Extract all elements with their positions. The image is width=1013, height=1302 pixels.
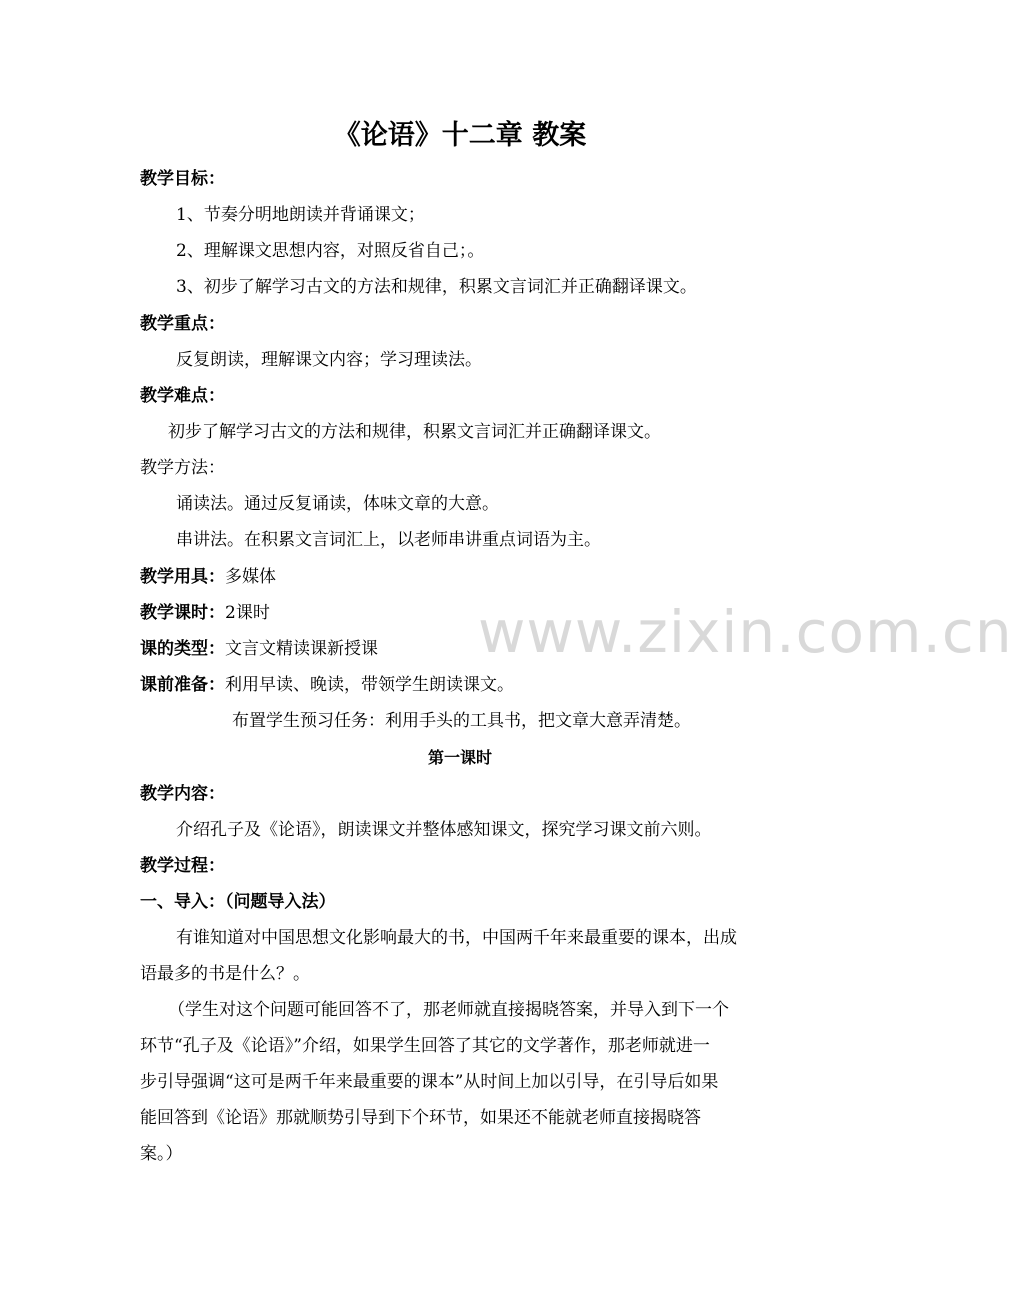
key-points-text: 反复朗读，理解课文内容；学习理读法。	[176, 350, 482, 370]
objective-item: 3、初步了解学习古文的方法和规律，积累文言词汇并正确翻译课文。	[176, 277, 697, 297]
type-value: 文言文精读课新授课	[225, 639, 378, 659]
type-label: 课的类型：	[140, 639, 225, 659]
method-item: 串讲法。在积累文言词汇上，以老师串讲重点词语为主。	[176, 530, 601, 550]
paragraph-line: 语最多的书是什么？。	[140, 964, 310, 984]
note-line: 能回答到《论语》那就顺势引导到下个环节，如果还不能就老师直接揭晓答	[140, 1108, 701, 1128]
step1-heading: 一、导入：（问题导入法）	[140, 892, 336, 912]
process-heading: 教学过程：	[140, 856, 225, 876]
objectives-heading: 教学目标：	[140, 169, 225, 189]
prep-label: 课前准备：	[140, 675, 225, 695]
document-title: 《论语》十二章 教案	[333, 120, 587, 151]
watermark: www.zixin.com.cn	[478, 598, 1013, 666]
prep-row	[140, 674, 514, 696]
note-line: 步引导强调“这可是两千年来最重要的课本”从时间上加以引导，在引导后如果	[140, 1072, 719, 1092]
content-heading: 教学内容：	[140, 784, 225, 804]
lesson-heading: 第一课时	[427, 748, 492, 767]
content-text: 介绍孔子及《论语》，朗读课文并整体感知课文，探究学习课文前六则。	[176, 820, 712, 840]
objective-item: 2、理解课文思想内容，对照反省自己；。	[176, 241, 485, 261]
prep-value: 利用早读、晚读，带领学生朗读课文。	[225, 675, 514, 695]
tools-row	[140, 566, 276, 588]
objective-item: 1、节奏分明地朗读并背诵课文；	[176, 205, 425, 225]
method-item: 诵读法。通过反复诵读，体味文章的大意。	[176, 494, 499, 514]
note-line: 环节“孔子及《论语》”介绍，如果学生回答了其它的文学著作，那老师就进一	[140, 1036, 710, 1056]
note-line: （学生对这个问题可能回答不了，那老师就直接揭晓答案，并导入到下一个	[168, 1000, 729, 1020]
hours-row	[140, 602, 270, 624]
note-line: 案。）	[140, 1144, 183, 1164]
paragraph-line: 有谁知道对中国思想文化影响最大的书，中国两千年来最重要的课本，出成	[176, 928, 737, 948]
tools-label: 教学用具：	[140, 567, 225, 587]
difficulties-heading: 教学难点：	[140, 386, 225, 406]
methods-heading: 教学方法：	[140, 458, 225, 478]
type-row	[140, 638, 378, 660]
hours-value: 2课时	[225, 603, 270, 623]
tools-value: 多媒体	[225, 567, 276, 587]
hours-label: 教学课时：	[140, 603, 225, 623]
key-points-heading: 教学重点：	[140, 314, 225, 334]
difficulties-text: 初步了解学习古文的方法和规律，积累文言词汇并正确翻译课文。	[168, 422, 661, 442]
prep-value-2: 布置学生预习任务：利用手头的工具书，把文章大意弄清楚。	[232, 711, 691, 731]
